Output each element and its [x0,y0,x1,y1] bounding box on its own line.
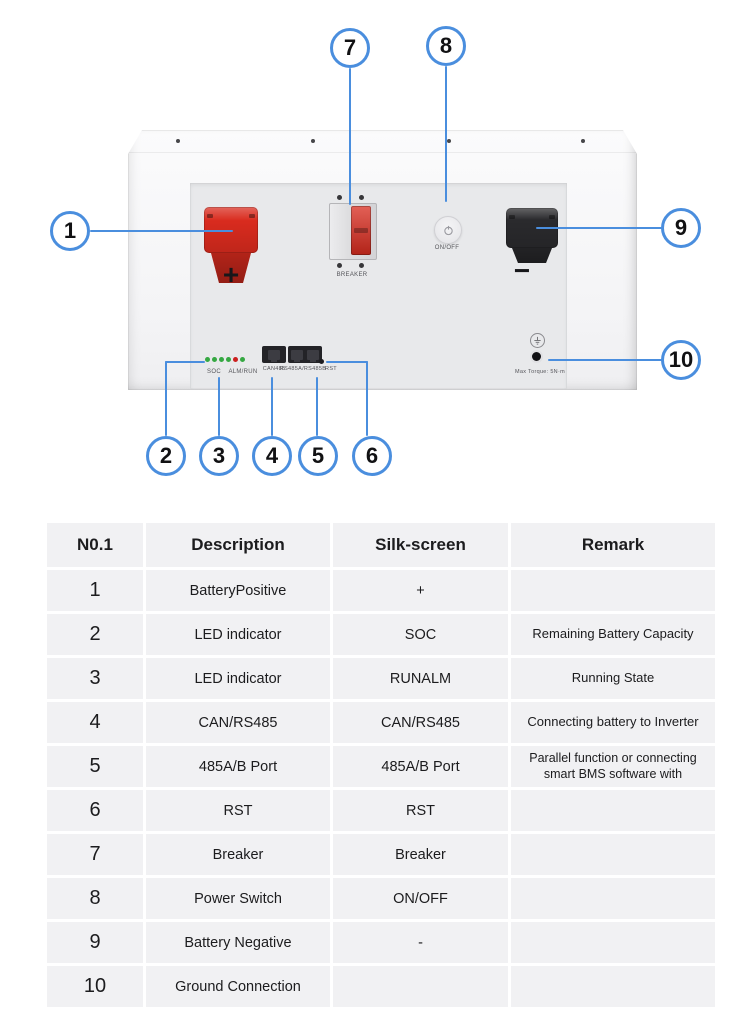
callout-10 [661,340,701,380]
table-cell: Remaining Battery Capacity [511,614,715,655]
col-header-silkscreen: Silk-screen [333,523,508,567]
table-cell: 7 [47,834,143,875]
rs485-port [288,346,322,363]
callout-number: 10 [668,347,694,372]
led-soc-label: SOC [207,369,221,375]
callout-line [165,361,167,436]
led-dot [205,357,210,362]
table-cell: ON/OFF [333,878,508,919]
table-cell: Parallel function or connecting smart BMS software with [511,746,715,787]
table-cell: RUNALM [333,658,508,699]
callout-line [316,377,318,436]
ground-terminal [532,352,541,361]
table-cell: Ground Connection [146,966,330,1007]
table-cell [511,966,715,1007]
callout-line [271,377,273,436]
table-cell: 5 [47,746,143,787]
breaker [329,203,377,260]
table-cell: + [333,570,508,611]
rj45-socket [307,350,319,360]
callout-line [366,361,368,436]
callout-4 [252,436,292,476]
led-almrun-label: ALM/RUN [228,369,258,375]
callout-number: 4 [265,443,279,468]
table-cell: Running State [511,658,715,699]
table-cell: Connecting battery to Inverter [511,702,715,743]
power-icon [443,225,454,236]
breaker-label: BREAKER [336,272,368,278]
table-cell: LED indicator [146,658,330,699]
callout-line [349,68,351,205]
callout-9 [661,208,701,248]
led-dot [226,357,231,362]
led-dot [219,357,224,362]
rs485-port-label: RS485A/RS485B [279,366,327,372]
screw-dot [581,139,585,143]
table-cell [511,878,715,919]
led-dot [233,357,238,362]
can-port-label: CAN485 [262,366,286,372]
table-cell [511,570,715,611]
table-cell [511,834,715,875]
breaker-screw [337,263,342,268]
table-cell: 9 [47,922,143,963]
ground-label: Max Torque: 5N·m [515,369,565,375]
callout-line [445,66,447,202]
table-cell: 485A/B Port [146,746,330,787]
table-cell: BatteryPositive [146,570,330,611]
rj45-socket [268,350,280,360]
table-cell: 3 [47,658,143,699]
table-cell: SOC [333,614,508,655]
callout-number: 9 [674,215,688,240]
callout-1 [50,211,90,251]
callout-line [165,361,205,363]
power-button-label: ON/OFF [434,245,460,251]
callout-3 [199,436,239,476]
callout-number: 6 [365,443,379,468]
ground-symbol-icon [530,333,545,348]
screw-dot [447,139,451,143]
callout-number: 5 [311,443,325,468]
callout-6 [352,436,392,476]
screw-dot [176,139,180,143]
breaker-screw [359,263,364,268]
callout-line [536,227,662,229]
negative-sign-label: − [513,255,531,286]
table-cell: 485A/B Port [333,746,508,787]
table-cell: 2 [47,614,143,655]
breaker-toggle [351,206,371,255]
led-indicators [205,357,245,362]
callout-number: 8 [439,33,453,58]
callout-line [90,230,233,232]
table-cell: RST [333,790,508,831]
led-dot [212,357,217,362]
table-cell: 4 [47,702,143,743]
callout-2 [146,436,186,476]
breaker-screw [359,195,364,200]
table-cell [333,966,508,1007]
table-cell: CAN/RS485 [333,702,508,743]
positive-sign-label: + [222,259,240,290]
table-cell: Power Switch [146,878,330,919]
breaker-screw [337,195,342,200]
callout-line [548,359,662,361]
table-cell: Breaker [333,834,508,875]
callout-7 [330,28,370,68]
col-header-description: Description [146,523,330,567]
callout-number: 3 [212,443,226,468]
table-cell: 6 [47,790,143,831]
table-cell: Battery Negative [146,922,330,963]
callout-line [218,377,220,436]
callout-line [326,361,368,363]
callout-number: 7 [343,35,357,60]
table-cell: 10 [47,966,143,1007]
spec-table [47,523,715,1007]
case-seam [128,152,637,153]
table-cell: LED indicator [146,614,330,655]
rst-pinhole [319,359,324,364]
table-cell [511,790,715,831]
power-button [434,216,462,244]
rj45-socket [291,350,303,360]
can-port [262,346,286,363]
callout-number: 1 [63,218,77,243]
callout-5 [298,436,338,476]
table-cell: 8 [47,878,143,919]
table-cell [511,922,715,963]
callout-number: 2 [159,443,173,468]
rst-label: RST [325,366,337,372]
table-cell: 1 [47,570,143,611]
table-cell: - [333,922,508,963]
screw-dot [311,139,315,143]
table-cell: Breaker [146,834,330,875]
table-cell: CAN/RS485 [146,702,330,743]
table-cell: RST [146,790,330,831]
led-dot [240,357,245,362]
col-header-no: N0.1 [47,523,143,567]
callout-8 [426,26,466,66]
col-header-remark: Remark [511,523,715,567]
